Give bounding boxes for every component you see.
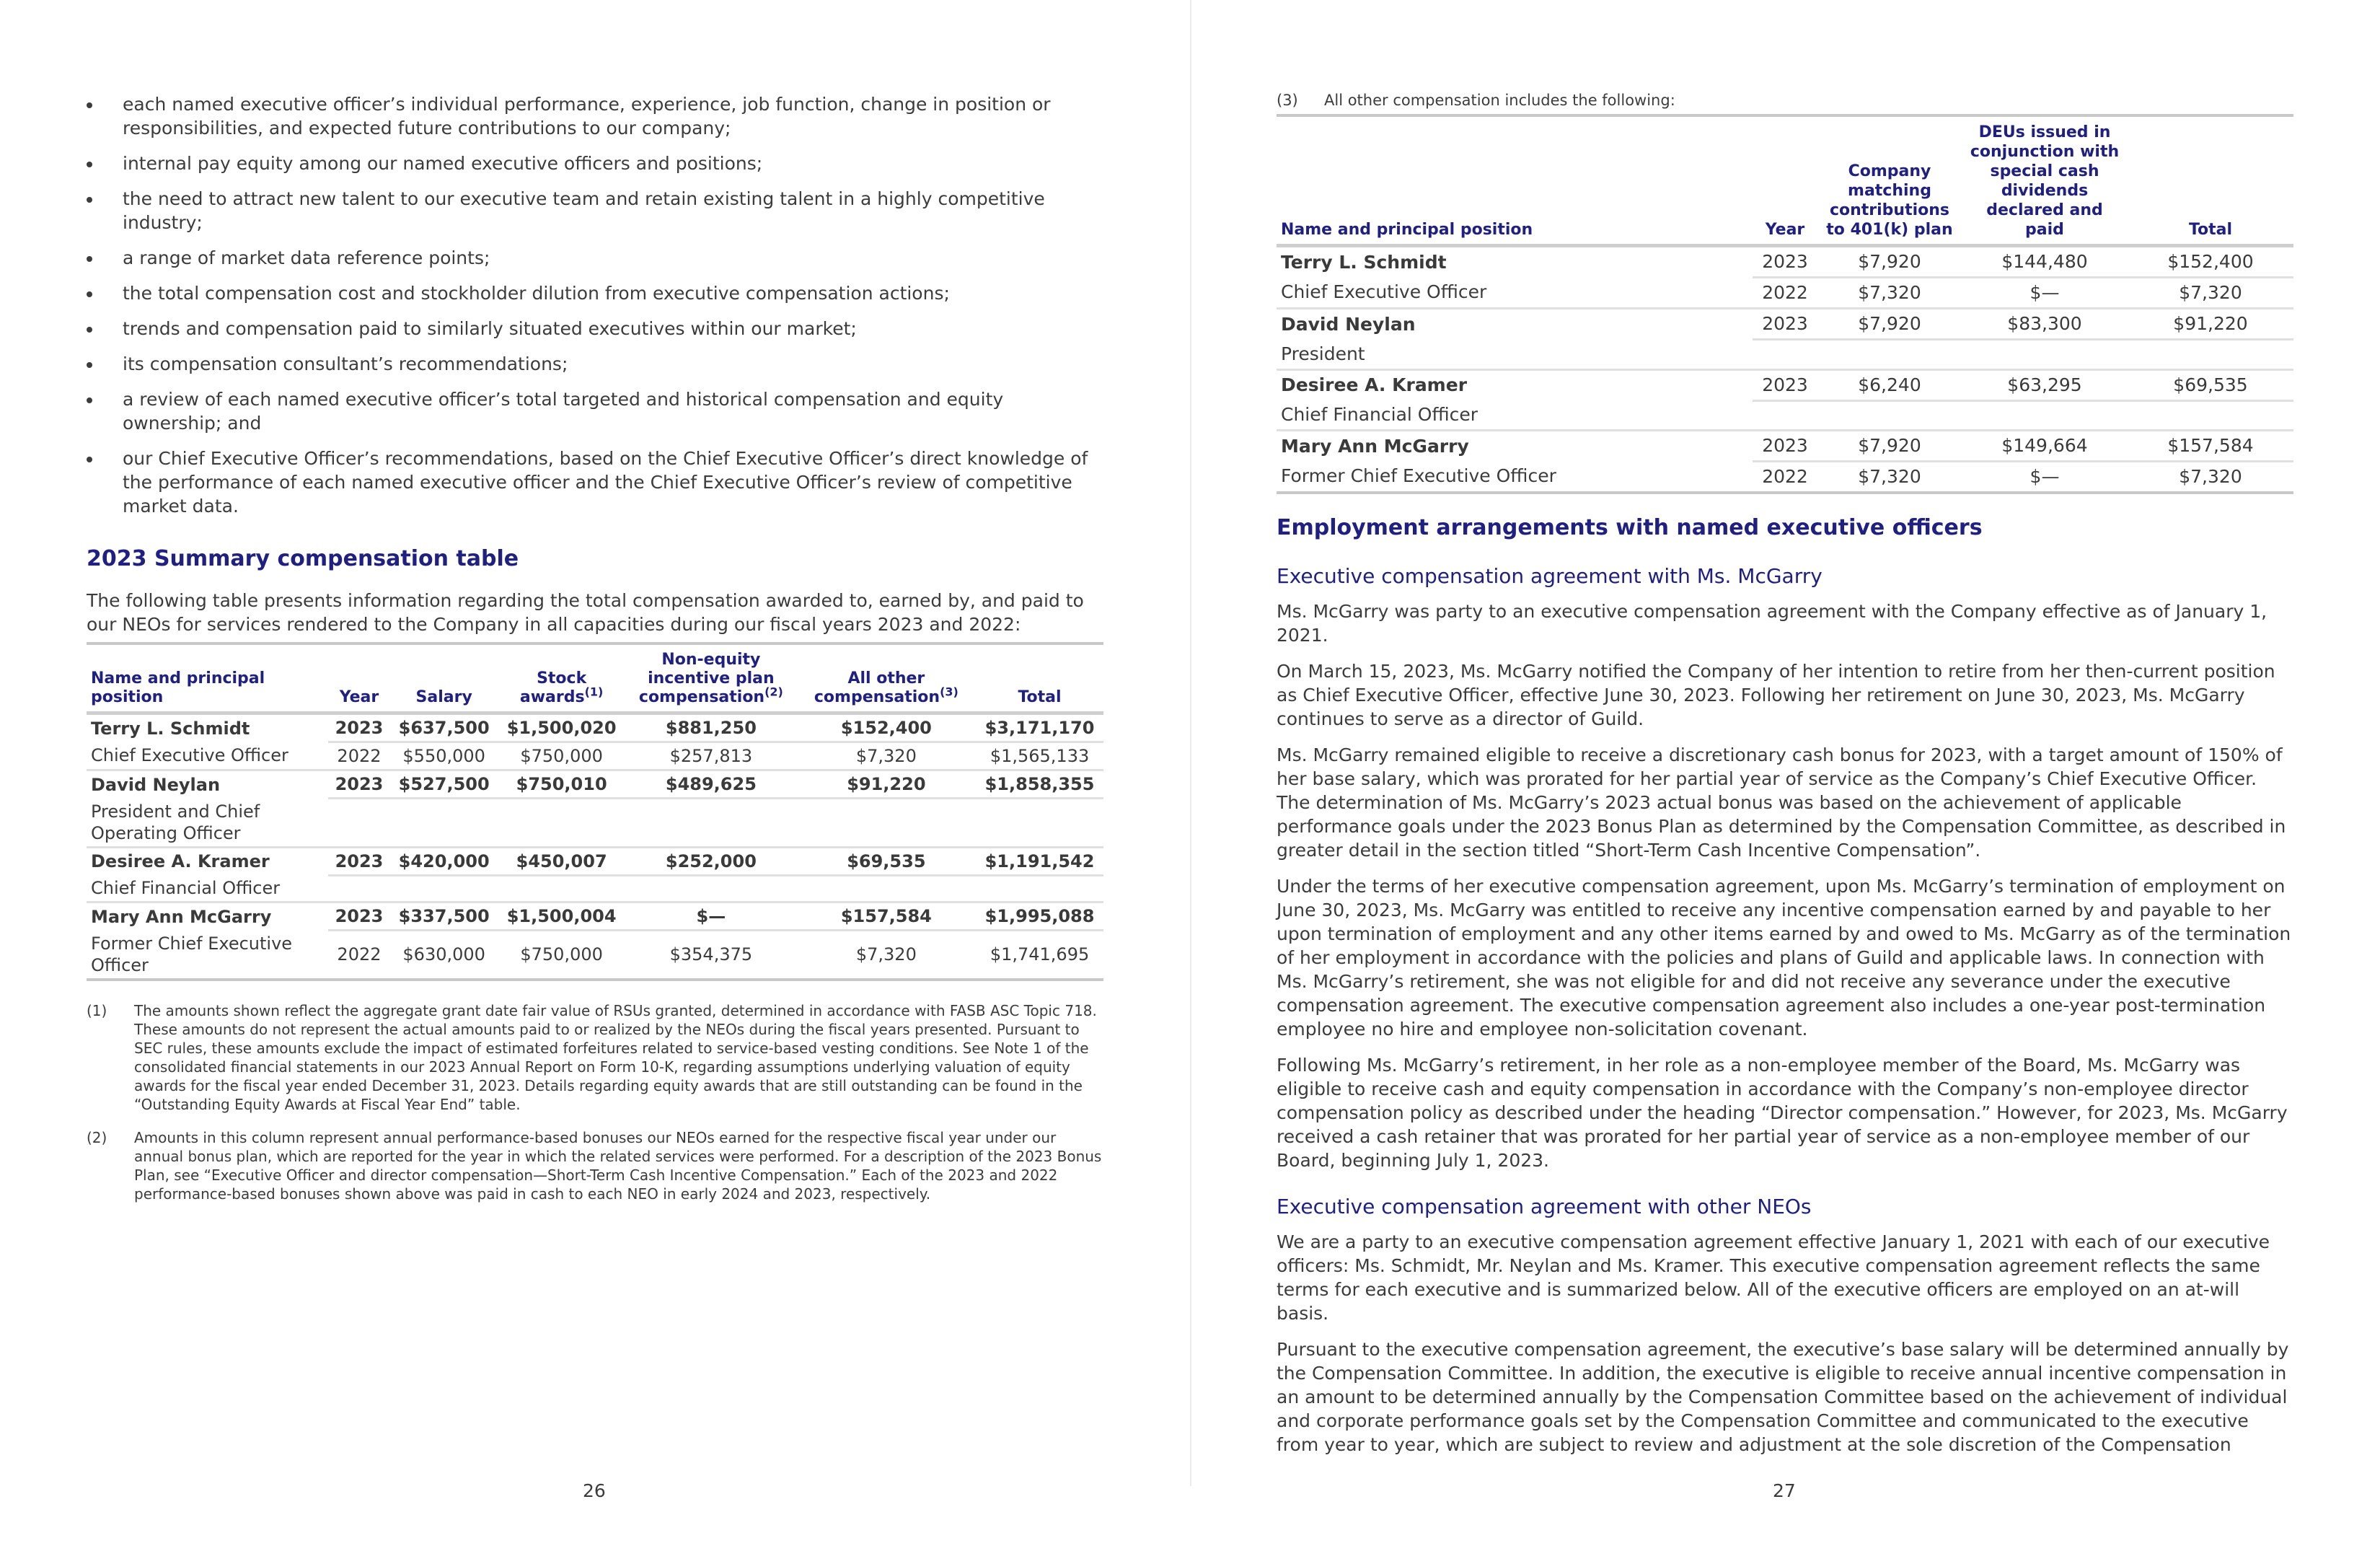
cell-year: 2023 (1753, 246, 1817, 278)
bullet-item: internal pay equity among our named executive officers and positions; (87, 151, 1103, 175)
col-header-deus: DEUs issued in conjunction with special cash dividends declared and paid (1962, 120, 2128, 246)
cell-total: $69,535 (2128, 369, 2293, 400)
cell-total: $1,858,355 (976, 770, 1103, 799)
table-row (1277, 278, 2293, 309)
col-header-total: Total (976, 648, 1103, 713)
table-row (1277, 369, 2293, 400)
cell-deu: $83,300 (1962, 309, 2128, 340)
cell-name: Desiree A. Kramer (1281, 374, 1468, 396)
cell-name: David Neylan (91, 774, 221, 795)
cell-match: $7,320 (1817, 278, 1962, 309)
cell-deu: $149,664 (1962, 431, 2128, 462)
cell-deu: $— (1962, 462, 2128, 493)
bullet-item: a range of market data reference points; (87, 246, 1103, 270)
cell-position: President and Chief Operating Officer (87, 799, 328, 848)
cell-position: Former Chief Executive Officer (87, 931, 328, 980)
cell-total: $3,171,170 (976, 713, 1103, 742)
table-row (87, 875, 1103, 902)
cell-stock: $750,000 (498, 931, 625, 980)
table-row (1277, 400, 2293, 431)
cell-deu: $63,295 (1962, 369, 2128, 400)
paragraph: Ms. McGarry was party to an executive compensation agreement with the Company effective as of January 1, 2021. (1277, 601, 2267, 646)
paragraph: Under the terms of her executive compensation agreement, upon Ms. McGarry’s termination of employment on June 30, 2023, Ms. McGarry was entitled to receive any incentive compensation earned by and payable to her upon termination of employment and any other items earned by and owed to Ms. McGarry as of the termination of her employment in accordance with the policies and plans of Guild and applicable laws. In connection with Ms. McGarry’s retirement, she was not eligible for and did not receive any severance under the executive compensation agreement. The executive compensation agreement also includes a one-year post-termination employee no hire and employee non-solicitation covenant. (1277, 876, 2291, 1040)
table-row (1277, 462, 2293, 493)
cell-year: 2022 (328, 931, 390, 980)
bullet-icon (87, 102, 92, 108)
cell-nonequity: $252,000 (625, 847, 797, 875)
table-row (87, 902, 1103, 931)
cell-deu: $— (1962, 278, 2128, 309)
table-row (87, 713, 1103, 742)
bullet-icon (87, 397, 92, 403)
cell-other: $7,320 (797, 931, 976, 980)
paragraph: On March 15, 2023, Ms. McGarry notified the Company of her intention to retire from her then-current position as Chief Executive Officer, effective June 30, 2023. Following her retirement on June 30, 2023, Ms. McGarry continues to serve as a director of Guild. (1277, 661, 2275, 729)
cell-other: $152,400 (797, 713, 976, 742)
cell-stock: $1,500,004 (498, 902, 625, 931)
paragraph: Pursuant to the executive compensation agreement, the executive’s base salary will be determined annually by the Compensation Committee. In addition, the executive is eligible to receive annual incentive compensation in an amount to be determined annually by the Compensation Committee based on the achievement of individual and corporate performance goals set by the Compensation Committee and communicated to the executive from year to year, which are subject to review and adjustment at the sole discretion of the Compensation (1277, 1339, 2289, 1455)
cell-match: $7,920 (1817, 246, 1962, 278)
bullet-icon (87, 362, 92, 368)
col-header-non-equity: Non-equity incentive plan compensation$^{(2)}$ (625, 648, 797, 713)
cell-nonequity: $354,375 (625, 931, 797, 980)
cell-year: 2023 (328, 770, 390, 799)
cell-year: 2023 (328, 713, 390, 742)
page-27 (1190, 0, 2380, 1551)
cell-position: Chief Executive Officer (87, 742, 328, 770)
cell-year: 2022 (1753, 278, 1817, 309)
table-row (87, 799, 1103, 848)
bullet-item: a review of each named executive officer’s total targeted and historical compensation and equity ownership; and (87, 387, 1103, 435)
bullet-item: the total compensation cost and stockholder dilution from executive compensation actions; (87, 281, 1103, 305)
col-header-salary: Salary (390, 648, 498, 713)
cell-salary: $420,000 (390, 847, 498, 875)
cell-stock: $450,007 (498, 847, 625, 875)
footnote-ref: (3) (940, 685, 958, 699)
cell-nonequity: $881,250 (625, 713, 797, 742)
page-number: 26 (583, 1480, 606, 1501)
cell-deu: $144,480 (1962, 246, 2128, 278)
page-number: 27 (1773, 1480, 1796, 1501)
cell-position: President (1277, 340, 1753, 370)
cell-match: $6,240 (1817, 369, 1962, 400)
table-header-row (1277, 120, 2293, 246)
cell-total: $1,741,695 (976, 931, 1103, 980)
footnotes (87, 1001, 1103, 1203)
subsection-title-mcgarry: Executive compensation agreement with Ms. McGarry (1277, 564, 1823, 588)
cell-match: $7,920 (1817, 431, 1962, 462)
bullet-item: trends and compensation paid to similarly situated executives within our market; (87, 317, 1103, 340)
summary-compensation-table (87, 642, 1103, 981)
col-header-all-other: All other compensation$^{(3)}$ (797, 648, 976, 713)
table-row (1277, 431, 2293, 462)
cell-nonequity: $— (625, 902, 797, 931)
bullet-icon (87, 457, 92, 462)
cell-total: $91,220 (2128, 309, 2293, 340)
col-header-total: Total (2128, 120, 2293, 246)
cell-salary: $637,500 (390, 713, 498, 742)
col-header-stock-awards: Stock awards$^{(1)}$ (498, 648, 625, 713)
cell-total: $7,320 (2128, 278, 2293, 309)
cell-total: $1,565,133 (976, 742, 1103, 770)
cell-total: $157,584 (2128, 431, 2293, 462)
page-27-content (1277, 91, 2293, 1456)
cell-name: David Neylan (1281, 313, 1416, 335)
cell-match: $7,920 (1817, 309, 1962, 340)
bullet-icon (87, 256, 92, 262)
table-header-row (87, 648, 1103, 713)
section-title-summary-compensation: 2023 Summary compensation table (87, 546, 519, 571)
cell-total: $1,191,542 (976, 847, 1103, 875)
cell-stock: $1,500,020 (498, 713, 625, 742)
footnote-ref: (2) (764, 685, 783, 699)
bullet-item: its compensation consultant’s recommendations; (87, 352, 1103, 376)
paragraph: Following Ms. McGarry’s retirement, in her role as a non-employee member of the Board, Ms. McGarry was eligible to receive cash and equity compensation in accordance with the Company’s non-employee director compensation policy as described under the heading “Director compensation.” However, for 2023, Ms. McGarry received a cash retainer that was prorated for her partial year of service as a non-employee member of our Board, beginning July 1, 2023. (1277, 1055, 2288, 1171)
cell-year: 2023 (1753, 431, 1817, 462)
cell-match: $7,320 (1817, 462, 1962, 493)
cell-total: $7,320 (2128, 462, 2293, 493)
col-header-name: Name and principal position (87, 648, 328, 713)
table-row (1277, 309, 2293, 340)
cell-total: $1,995,088 (976, 902, 1103, 931)
footnote-ref: (1) (584, 685, 604, 699)
cell-year: 2023 (328, 902, 390, 931)
cell-year: 2023 (1753, 309, 1817, 340)
all-other-compensation-table (1277, 114, 2293, 494)
paragraph: Ms. McGarry remained eligible to receive a discretionary cash bonus for 2023, with a target amount of 150% of her base salary, which was prorated for her partial year of service as the Company’s Chief Executive Officer. The determination of Ms. McGarry’s 2023 actual bonus was based on the achievement of applicable performance goals under the 2023 Bonus Plan as determined by the Compensation Committee, as described in greater detail in the section titled “Short-Term Cash Incentive Compensation”. (1277, 744, 2286, 861)
bullet-icon (87, 162, 92, 167)
cell-salary: $630,000 (390, 931, 498, 980)
cell-name: Mary Ann McGarry (91, 906, 272, 927)
cell-year: 2022 (328, 742, 390, 770)
section-title-employment-arrangements: Employment arrangements with named executive officers (1277, 515, 1983, 540)
cell-stock: $750,010 (498, 770, 625, 799)
cell-position: Chief Financial Officer (87, 875, 328, 902)
cell-other: $157,584 (797, 902, 976, 931)
table-row (87, 770, 1103, 799)
cell-total: $152,400 (2128, 246, 2293, 278)
bullet-item: the need to attract new talent to our executive team and retain existing talent in a highly competitive industry; (87, 187, 1103, 234)
table-row (87, 742, 1103, 770)
cell-stock: $750,000 (498, 742, 625, 770)
cell-salary: $337,500 (390, 902, 498, 931)
subsection-title-other-neos: Executive compensation agreement with other NEOs (1277, 1195, 1812, 1218)
table-row (1277, 246, 2293, 278)
page-26-content (87, 92, 1103, 1218)
bullet-icon (87, 197, 92, 203)
footnote-3: (3) All other compensation includes the following: (1277, 92, 1675, 109)
table-row (1277, 340, 2293, 370)
cell-other: $69,535 (797, 847, 976, 875)
summary-intro: The following table presents information regarding the total compensation awarded to, earned by, and paid to our NEOs for services rendered to the Company in all capacities during our fiscal years 2023 and 2022: (87, 590, 1084, 635)
criteria-bullet-list (87, 92, 1103, 518)
footnote-2: (2) Amounts in this column represent annual performance-based bonuses our NEOs earned for the respective fiscal year under our annual bonus plan, which are reported for the year in which the related services were performed. For a description of the 2023 Bonus Plan, see “Executive Officer and director compensation—Short-Term Cash Incentive Compensation.” Each of the 2023 and 2022 performance-based bonuses shown above was paid in cash to each NEO in early 2024 and 2023, respectively. (87, 1128, 1102, 1203)
paragraph: We are a party to an executive compensation agreement effective January 1, 2021 with each of our executive officers: Ms. Schmidt, Mr. Neylan and Ms. Kramer. This executive compensation agreement reflects the same terms for each executive and is summarized below. All of the executive officers are employed on an at-will basis. (1277, 1231, 2270, 1324)
cell-nonequity: $257,813 (625, 742, 797, 770)
cell-nonequity: $489,625 (625, 770, 797, 799)
col-header-year: Year (1753, 120, 1817, 246)
table-row (87, 931, 1103, 980)
bullet-item: our Chief Executive Officer’s recommendations, based on the Chief Executive Officer’s direct knowledge of the performance of each named executive officer and the Chief Executive Officer’s review of competitive market data. (87, 447, 1103, 518)
cell-other: $7,320 (797, 742, 976, 770)
cell-salary: $527,500 (390, 770, 498, 799)
footnote-1: (1) The amounts shown reflect the aggregate grant date fair value of RSUs granted, determined in accordance with FASB ASC Topic 718. These amounts do not represent the actual amounts paid to or realized by the NEOs during the fiscal years presented. Pursuant to SEC rules, these amounts exclude the impact of estimated forfeitures related to service-based vesting conditions. See Note 1 of the consolidated financial statements in our 2023 Annual Report on Form 10-K, regarding assumptions underlying valuation of equity awards for the fiscal year ended December 31, 2023. Details regarding equity awards that are still outstanding can be found in the “Outstanding Equity Awards at Fiscal Year End” table. (87, 1001, 1097, 1113)
cell-other: $91,220 (797, 770, 976, 799)
bullet-icon (87, 291, 92, 297)
cell-year: 2022 (1753, 462, 1817, 493)
cell-name: Desiree A. Kramer (91, 851, 270, 872)
cell-name: Terry L. Schmidt (1281, 251, 1447, 273)
cell-position: Chief Financial Officer (1277, 400, 1753, 431)
bullet-item: each named executive officer’s individual performance, experience, job function, change in position or responsibilities, and expected future contributions to our company; (87, 92, 1103, 140)
cell-salary: $550,000 (390, 742, 498, 770)
col-header-401k-match: Company matching contributions to 401(k) plan (1817, 120, 1962, 246)
cell-year: 2023 (328, 847, 390, 875)
col-header-year: Year (328, 648, 390, 713)
cell-name: Terry L. Schmidt (91, 718, 250, 739)
cell-position: Former Chief Executive Officer (1277, 462, 1753, 493)
cell-year: 2023 (1753, 369, 1817, 400)
cell-position: Chief Executive Officer (1277, 278, 1753, 309)
bullet-icon (87, 327, 92, 333)
table-row (87, 847, 1103, 875)
cell-name: Mary Ann McGarry (1281, 435, 1469, 457)
col-header-name: Name and principal position (1277, 120, 1753, 246)
